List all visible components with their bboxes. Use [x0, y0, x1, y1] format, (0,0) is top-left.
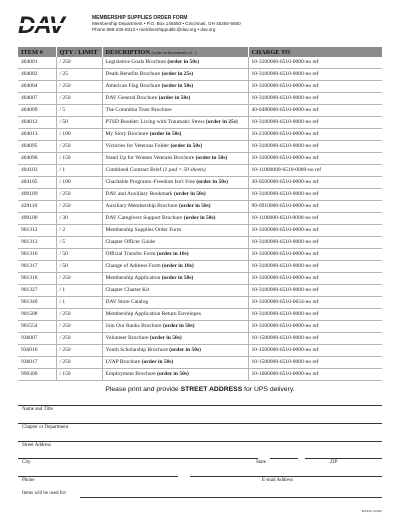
- description-cell: [102, 321, 248, 333]
- form-header: [18, 14, 382, 40]
- item-number-cell: 404096: [18, 153, 56, 165]
- item-number-cell: 404012: [18, 117, 56, 129]
- charge-to-cell: 10-1600000-6510-0000-no ref: [248, 369, 382, 381]
- street-label: Street Address: [22, 443, 52, 448]
- description-text: DAV Store Catalog: [105, 299, 149, 305]
- charge-to-cell: 10-3100000-6510-0654-no ref: [248, 297, 382, 309]
- description-text: PTSD Booklet: Living with Traumatic Stress: [105, 119, 205, 125]
- increment-note: (order in 50s): [195, 155, 228, 161]
- item-number-cell: 901554: [18, 321, 56, 333]
- table-row: [18, 297, 382, 309]
- description-cell: [102, 141, 248, 153]
- charge-to-cell: 10-11000000-6510-0000-no ref: [248, 165, 382, 177]
- description-text: Legislative Goals Brochure: [105, 59, 166, 65]
- increment-note: (order in 50s): [178, 203, 211, 209]
- qty-limit-cell: / 250: [56, 345, 102, 357]
- description-cell: [102, 81, 248, 93]
- item-number-cell: 404013: [18, 129, 56, 141]
- description-cell: [102, 105, 248, 117]
- qty-limit-cell: / 250: [56, 189, 102, 201]
- col-header-item: ITEM #: [18, 47, 56, 57]
- city-line[interactable]: [18, 458, 258, 459]
- qty-limit-cell: / 1: [56, 165, 102, 177]
- table-body: [18, 57, 382, 381]
- increment-note: (order in 10s): [156, 251, 189, 257]
- header-info: [92, 15, 241, 33]
- qty-limit-cell: / 50: [56, 249, 102, 261]
- description-header-note: (order in increments of...): [151, 49, 197, 55]
- qty-limit-cell: / 250: [56, 357, 102, 369]
- qty-limit-cell: / 250: [56, 321, 102, 333]
- table-row: [18, 273, 382, 285]
- item-number-cell: 404001: [18, 57, 56, 69]
- description-cell: [102, 201, 248, 213]
- qty-limit-cell: / 250: [56, 273, 102, 285]
- increment-note: (order in 50s): [174, 191, 206, 197]
- charge-to-cell: 10-1100000-6510-0000-no ref: [248, 213, 382, 225]
- description-cell: [102, 345, 248, 357]
- charge-to-cell: 10-3100000-6510-0000-no ref: [248, 237, 382, 249]
- description-text: DAV Caregivers Support Brochure: [105, 215, 183, 221]
- contact-line: Phone 888-236-8313 • membershippublic@dav.org • dav.org: [92, 27, 216, 32]
- description-text: DAV and Auxiliary Bookmark: [105, 191, 173, 197]
- increment-note: (order in 50s): [157, 371, 189, 377]
- description-text: Death Benefits Brochure: [105, 71, 161, 77]
- charge-to-cell: 10-3100000-6510-0000-no ref: [248, 321, 382, 333]
- description-cell: [102, 273, 248, 285]
- state-line[interactable]: [270, 458, 298, 459]
- qty-limit-cell: / 100: [56, 129, 102, 141]
- notice-prefix: Please print and provide: [105, 386, 181, 393]
- table-row: [18, 357, 382, 369]
- supplies-table: [18, 47, 382, 381]
- description-cell: [102, 177, 248, 189]
- description-cell: [102, 93, 248, 105]
- items-used-label: Items will be used for:: [22, 491, 67, 496]
- table-row: [18, 225, 382, 237]
- charge-to-cell: 10-3100000-6510-0000-no ref: [248, 309, 382, 321]
- charge-to-cell: 10-3100000-6510-0000-no ref: [248, 225, 382, 237]
- description-header-label: DESCRIPTION: [105, 48, 150, 56]
- description-cell: [102, 225, 248, 237]
- description-text: Membership Application Return Envelopes: [105, 311, 201, 317]
- charge-to-cell: 10-2100000-6510-0000-no ref: [248, 129, 382, 141]
- charge-to-cell: 10-3100000-6510-0000-no ref: [248, 261, 382, 273]
- name-title-line[interactable]: [18, 405, 382, 406]
- description-text: Combined Contract Brief: [105, 167, 162, 173]
- increment-note: (order in 50s): [149, 131, 182, 137]
- charge-to-cell: 10-3100000-6510-0000-no ref: [248, 141, 382, 153]
- increment-note: (order in 50s): [170, 143, 203, 149]
- description-cell: [102, 129, 248, 141]
- description-cell: [102, 297, 248, 309]
- phone-label: Phone: [22, 478, 35, 483]
- description-text: Change of Address Form: [105, 263, 161, 269]
- item-number-cell: 404007: [18, 93, 56, 105]
- qty-limit-cell: / 5: [56, 237, 102, 249]
- table-row: [18, 177, 382, 189]
- item-number-cell: 901340: [18, 297, 56, 309]
- charge-to-cell: 30-0500000-6510-0000-no ref: [248, 177, 382, 189]
- increment-note: (order in 50s): [141, 359, 174, 365]
- increment-note: (order in 50s): [169, 347, 201, 353]
- item-number-cell: 409109: [18, 189, 56, 201]
- table-row: [18, 153, 382, 165]
- charge-to-cell: 10-3100000-6510-0000-no ref: [248, 285, 382, 297]
- qty-limit-cell: / 30: [56, 213, 102, 225]
- table-row: [18, 189, 382, 201]
- description-cell: [102, 189, 248, 201]
- item-number-cell: 490100: [18, 213, 56, 225]
- city-label: City: [22, 460, 31, 465]
- description-text: Stand Up for Women Veterans Brochure: [105, 155, 195, 161]
- description-text: Auxiliary Membership Brochure: [105, 203, 178, 209]
- table-row: [18, 237, 382, 249]
- description-text: Membership Application: [105, 275, 161, 281]
- ups-notice: [0, 386, 400, 393]
- street-line[interactable]: [18, 441, 382, 442]
- description-cell: [102, 165, 248, 177]
- description-cell: [102, 261, 248, 273]
- description-cell: [102, 117, 248, 129]
- charge-to-cell: 10-3100000-6510-0000-no ref: [248, 273, 382, 285]
- description-text: Official Transfer Form: [105, 251, 156, 257]
- charge-to-cell: 10-3100000-6510-0000-no ref: [248, 81, 382, 93]
- item-number-cell: 404002: [18, 69, 56, 81]
- charge-to-cell: 10-3100000-6510-0000-no ref: [248, 117, 382, 129]
- description-cell: [102, 237, 248, 249]
- description-cell: [102, 285, 248, 297]
- charge-to-cell: 10-1500000-6510-0000-no ref: [248, 357, 382, 369]
- charge-to-cell: 10-3100000-6510-0000-no ref: [248, 189, 382, 201]
- qty-limit-cell: / 100: [56, 177, 102, 189]
- description-text: Youth Scholarship Brochure: [105, 347, 168, 353]
- charge-to-cell: 40-0480000-6510-0000-no ref: [248, 105, 382, 117]
- description-text: LVAP Brochure: [105, 359, 141, 365]
- description-cell: [102, 369, 248, 381]
- item-number-cell: 901316: [18, 249, 56, 261]
- description-cell: [102, 213, 248, 225]
- item-number-cell: 901312: [18, 225, 56, 237]
- table-row: [18, 345, 382, 357]
- table-row: [18, 93, 382, 105]
- item-number-cell: 901317: [18, 261, 56, 273]
- description-text: Chapter Charter Kit: [105, 287, 150, 293]
- increment-note: (order in 50s): [150, 335, 182, 341]
- increment-note: (order in 50s): [161, 83, 194, 89]
- table-row: [18, 201, 382, 213]
- zip-line[interactable]: [305, 458, 382, 459]
- description-cell: [102, 357, 248, 369]
- increment-note: (order in 50s): [161, 275, 194, 281]
- table-header-row: [18, 47, 382, 57]
- increment-note: (order in 50s): [167, 59, 200, 65]
- item-number-cell: 901313: [18, 237, 56, 249]
- table-row: [18, 333, 382, 345]
- qty-limit-cell: / 150: [56, 153, 102, 165]
- item-number-cell: 404105: [18, 177, 56, 189]
- qty-limit-cell: / 50: [56, 117, 102, 129]
- table-row: [18, 285, 382, 297]
- description-text: Employment Brochure: [105, 371, 156, 377]
- logo-stripe: [18, 23, 78, 26]
- description-text: Chapter Officer Guide: [105, 239, 155, 245]
- qty-limit-cell: / 1: [56, 297, 102, 309]
- table-row: [18, 369, 382, 381]
- department-address: Membership Department • P.O. Box 145550 • Cincinnati, OH 45250-5550: [92, 21, 241, 26]
- email-label: E-mail Address: [262, 478, 293, 483]
- col-header-description: [102, 47, 248, 57]
- phone-line[interactable]: [18, 476, 178, 477]
- charge-to-cell: 10-3100000-6510-0000-no ref: [248, 249, 382, 261]
- item-number-cell: 936017: [18, 357, 56, 369]
- description-text: The Columbia Trust Brochure: [105, 107, 172, 113]
- item-number-cell: 936016: [18, 345, 56, 357]
- state-label: State: [256, 460, 266, 465]
- increment-note: (order in 50s): [183, 215, 216, 221]
- form-code: 901312 (10/20): [361, 509, 382, 513]
- table-row: [18, 117, 382, 129]
- table-row: [18, 81, 382, 93]
- table-row: [18, 129, 382, 141]
- table-row: [18, 249, 382, 261]
- name-title-label: Name and Title: [22, 407, 53, 412]
- col-header-qty: QTY / LIMIT: [56, 47, 102, 57]
- description-text: My Story Brochure: [105, 131, 149, 137]
- increment-note: (order in 50s): [196, 179, 228, 185]
- increment-note: (order in 50s): [158, 95, 191, 101]
- increment-note: (order in 25s): [206, 119, 238, 125]
- charge-to-cell: 10-3100000-6510-0000-no ref: [248, 93, 382, 105]
- item-number-cell: 404095: [18, 141, 56, 153]
- qty-limit-cell: / 5: [56, 105, 102, 117]
- charge-to-cell: 90-0910000-6510-0000-no ref: [248, 201, 382, 213]
- increment-note: (order in 25s): [161, 71, 194, 77]
- charge-to-cell: 10-3100000-6510-0000-no ref: [248, 69, 382, 81]
- item-number-cell: 901327: [18, 285, 56, 297]
- description-text: Membership Supplies Order Form: [105, 227, 182, 233]
- table-row: [18, 321, 382, 333]
- charge-to-cell: 10-1500000-6510-0000-no ref: [248, 345, 382, 357]
- notice-suffix: for UPS delivery.: [242, 386, 295, 393]
- increment-note: (order in 10s): [162, 263, 194, 269]
- qty-limit-cell: / 50: [56, 261, 102, 273]
- description-cell: [102, 69, 248, 81]
- qty-limit-cell: / 150: [56, 369, 102, 381]
- item-number-cell: 420110: [18, 201, 56, 213]
- qty-limit-cell: / 250: [56, 201, 102, 213]
- form-title: MEMBERSHIP SUPPLIES ORDER FORM: [92, 15, 188, 21]
- qty-limit-cell: / 1: [56, 285, 102, 297]
- items-used-line[interactable]: [80, 497, 382, 498]
- charge-to-cell: 10-3100000-6510-0000-no ref: [248, 153, 382, 165]
- table-row: [18, 57, 382, 69]
- notice-emphasis: STREET ADDRESS: [180, 386, 243, 393]
- item-number-cell: 936007: [18, 333, 56, 345]
- item-number-cell: 901318: [18, 273, 56, 285]
- item-number-cell: 404103: [18, 165, 56, 177]
- description-text: Charitable Programs–Freedom Isn't Free: [105, 179, 195, 185]
- qty-limit-cell: / 250: [56, 333, 102, 345]
- qty-limit-cell: / 250: [56, 81, 102, 93]
- qty-limit-cell: / 250: [56, 141, 102, 153]
- item-number-cell: 404004: [18, 81, 56, 93]
- qty-limit-cell: / 25: [56, 69, 102, 81]
- table-row: [18, 165, 382, 177]
- chapter-label: Chapter or Department: [22, 425, 69, 430]
- dav-logo: [18, 14, 76, 38]
- table-row: [18, 309, 382, 321]
- table-row: [18, 261, 382, 273]
- qty-limit-cell: / 250: [56, 57, 102, 69]
- charge-to-cell: 10-1500000-6510-0000-no ref: [248, 333, 382, 345]
- table-row: [18, 213, 382, 225]
- description-text: Volunteer Brochure: [105, 335, 149, 341]
- table-row: [18, 105, 382, 117]
- description-cell: [102, 57, 248, 69]
- item-number-cell: 404009: [18, 105, 56, 117]
- qty-limit-cell: / 250: [56, 309, 102, 321]
- description-text: Join Our Ranks Brochure: [105, 323, 162, 329]
- qty-limit-cell: / 2: [56, 225, 102, 237]
- chapter-line[interactable]: [18, 423, 382, 424]
- increment-note: (1 pad = 50 sheets): [162, 167, 206, 173]
- description-text: DAV General Brochure: [105, 95, 158, 101]
- col-header-charge: CHARGE TO: [248, 47, 382, 57]
- item-number-cell: 901508: [18, 309, 56, 321]
- description-cell: [102, 333, 248, 345]
- table-row: [18, 141, 382, 153]
- charge-to-cell: 10-3100000-6510-0000-no ref: [248, 57, 382, 69]
- description-text: Victories for Veterans Folder: [105, 143, 170, 149]
- item-number-cell: 990300: [18, 369, 56, 381]
- description-cell: [102, 153, 248, 165]
- increment-note: (order in 50s): [162, 323, 195, 329]
- email-line[interactable]: [190, 476, 382, 477]
- zip-label: ZIP: [330, 460, 338, 465]
- qty-limit-cell: / 250: [56, 93, 102, 105]
- table-row: [18, 69, 382, 81]
- description-cell: [102, 309, 248, 321]
- description-cell: [102, 249, 248, 261]
- description-text: American Flag Brochure: [105, 83, 161, 89]
